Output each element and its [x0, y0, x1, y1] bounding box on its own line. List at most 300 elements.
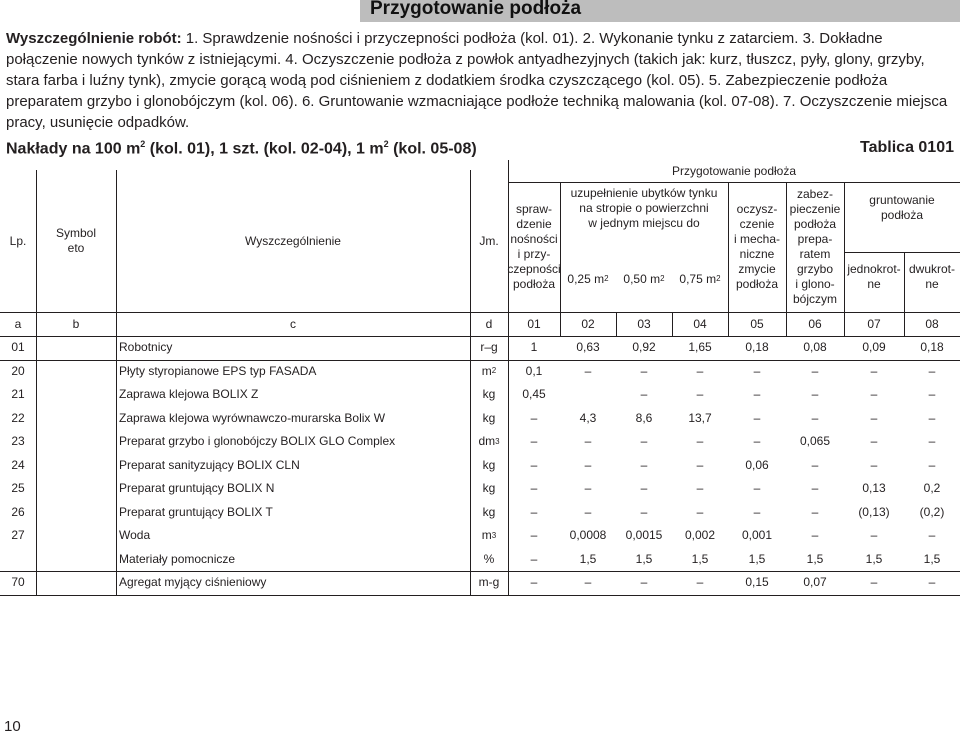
row-value-text: – [870, 363, 878, 378]
index-col-rule [508, 312, 509, 336]
row-value-text: 1,5 [865, 551, 883, 566]
row-value-text: – [530, 575, 538, 590]
row-value [616, 571, 672, 595]
header-col02: 0,25 m 2 [567, 271, 609, 286]
row-value [786, 454, 844, 478]
row-value [616, 477, 672, 501]
row-lp [0, 430, 36, 454]
header-lp [0, 170, 36, 312]
row-lp-text: 21 [11, 387, 25, 402]
row-name [116, 548, 470, 572]
index-cell-text: 02 [581, 316, 595, 331]
row-unit [470, 477, 508, 501]
row-value [560, 571, 616, 595]
body-col-rule [508, 336, 509, 595]
index-col-rule [728, 312, 729, 336]
row-value-text: 0,18 [920, 340, 944, 355]
row-value [672, 454, 728, 478]
row-name-text: Materiały pomocnicze [119, 551, 236, 566]
row-value [904, 571, 960, 595]
row-value-text: – [584, 504, 592, 519]
header-gruntowanie [844, 182, 960, 234]
index-col-rule [560, 312, 561, 336]
row-value [728, 477, 786, 501]
row-value-text: – [753, 481, 761, 496]
row-value [728, 454, 786, 478]
row-value [560, 360, 616, 384]
row-name [116, 501, 470, 525]
index-cell-text: 06 [808, 316, 822, 331]
row-value [560, 430, 616, 454]
row-value [616, 524, 672, 548]
row-value [786, 360, 844, 384]
row-value-text: – [870, 387, 878, 402]
row-lp [0, 454, 36, 478]
header-col02-text: 0,25 m [567, 271, 605, 286]
row-value-text: 1,5 [923, 551, 941, 566]
page-title: Przygotowanie podłoża [370, 0, 582, 19]
row-name-text: Zaprawa klejowa wyrównawczo-murarska Bolix W [119, 410, 386, 425]
header-uzupelnienie [560, 182, 728, 234]
index-col-rule [844, 312, 845, 336]
row-value [728, 548, 786, 572]
row-unit-text: r–g [480, 340, 498, 355]
row-symbol [36, 430, 116, 454]
row-unit-text: % [483, 551, 495, 566]
row-value-text: 13,7 [688, 410, 712, 425]
row-symbol [36, 477, 116, 501]
row-value [844, 548, 904, 572]
row-value [560, 383, 616, 407]
row-value-text: 0,002 [684, 528, 716, 543]
row-value-text: – [811, 363, 819, 378]
row-value [904, 336, 960, 360]
row-value-text: 0,001 [741, 528, 773, 543]
row-value [728, 501, 786, 525]
row-value-text: (0,2) [919, 504, 945, 519]
row-value-text: – [530, 434, 538, 449]
header-col03-text: 0,50 m [623, 271, 661, 286]
row-lp-text: 27 [11, 528, 25, 543]
row-value-text: – [530, 410, 538, 425]
row-lp-text: 20 [11, 363, 25, 378]
row-value-text: 0,09 [862, 340, 886, 355]
row-value-text: – [753, 387, 761, 402]
row-value-text: – [696, 363, 704, 378]
row-value [844, 336, 904, 360]
row-value [672, 524, 728, 548]
index-cell-text: 05 [750, 316, 764, 331]
row-value-text: 0,45 [522, 387, 546, 402]
row-value [560, 548, 616, 572]
row-value [904, 548, 960, 572]
header-gruntowanie-text: gruntowanie podłoża [869, 193, 935, 222]
row-value [786, 501, 844, 525]
title-bar [0, 0, 960, 22]
row-value-text: 0,18 [745, 340, 769, 355]
row-value-text: 0,0008 [569, 528, 607, 543]
row-value [904, 360, 960, 384]
works-description-label: Wyszczególnienie robót: [6, 30, 182, 47]
row-lp [0, 571, 36, 595]
row-value [786, 524, 844, 548]
row-value-text: 1,5 [579, 551, 597, 566]
row-value-text: – [870, 410, 878, 425]
inputs-heading [6, 139, 477, 158]
row-value [508, 571, 560, 595]
row-value [616, 407, 672, 431]
row-symbol [36, 383, 116, 407]
row-symbol [36, 336, 116, 360]
row-value-text: 1,5 [635, 551, 653, 566]
row-value-text: – [811, 457, 819, 472]
row-value [508, 477, 560, 501]
header-symbol [36, 170, 116, 312]
header-col08 [904, 252, 960, 302]
row-value-text: 0,15 [745, 575, 769, 590]
row-value-text: (0,13) [858, 504, 890, 519]
index-cell-text: 07 [867, 316, 881, 331]
row-value-text: – [753, 410, 761, 425]
row-value-text: – [584, 363, 592, 378]
header-lp-text: Lp. [9, 233, 27, 248]
header-col05-text: oczysz- czenie i mecha- niczne zmycie podłoża [733, 202, 780, 291]
row-value-text: 0,2 [923, 481, 941, 496]
row-value-text: – [640, 575, 648, 590]
inputs-heading-c: (kol. 05-08) [388, 140, 477, 158]
row-value [560, 501, 616, 525]
row-value [904, 524, 960, 548]
row-value [672, 383, 728, 407]
inputs-heading-a: Nakłady na 100 m [6, 140, 141, 158]
row-symbol [36, 501, 116, 525]
row-value-text: 0,1 [525, 363, 543, 378]
inputs-heading-sup: 2 [140, 139, 146, 149]
row-name [116, 524, 470, 548]
row-value [560, 477, 616, 501]
row-value-text: – [530, 504, 538, 519]
row-value-text: – [696, 457, 704, 472]
row-value-text: – [640, 434, 648, 449]
row-value-text: 0,92 [632, 340, 656, 355]
row-lp [0, 407, 36, 431]
row-value [672, 430, 728, 454]
row-value-text: – [870, 575, 878, 590]
row-value [728, 524, 786, 548]
row-value-text: – [530, 528, 538, 543]
row-value-text: – [640, 504, 648, 519]
row-value-text: – [928, 575, 936, 590]
row-unit-text: m [481, 528, 492, 543]
row-value-text: – [811, 528, 819, 543]
table-number: Tablica 0101 [860, 139, 954, 156]
row-value [560, 336, 616, 360]
row-unit [470, 407, 508, 431]
row-name [116, 407, 470, 431]
row-value [728, 336, 786, 360]
works-description [6, 28, 956, 133]
row-value-text: 0,065 [799, 434, 831, 449]
header-description [116, 170, 470, 312]
row-name [116, 571, 470, 595]
row-value-text: – [696, 504, 704, 519]
header-col06-text: zabez- pieczenie podłoża prepa- ratem grzybo i glono- bójczym [789, 187, 841, 306]
row-value-text: 0,0015 [625, 528, 663, 543]
header-col04: 0,75 m 2 [679, 271, 721, 286]
row-symbol [36, 407, 116, 431]
row-value [844, 571, 904, 595]
row-lp-text: 70 [11, 575, 25, 590]
index-col-rule [672, 312, 673, 336]
header-col06 [786, 182, 844, 312]
row-value [672, 548, 728, 572]
row-value-text: – [640, 457, 648, 472]
index-col-rule [470, 312, 471, 336]
row-value-text: – [870, 457, 878, 472]
row-value [508, 360, 560, 384]
row-value [560, 454, 616, 478]
row-value [616, 430, 672, 454]
row-name [116, 430, 470, 454]
index-cell-text: 03 [637, 316, 651, 331]
index-cell [0, 312, 36, 336]
row-lp-text: 23 [11, 434, 25, 449]
index-col-rule [116, 312, 117, 336]
row-lp [0, 548, 36, 572]
row-unit: m 2 [481, 363, 497, 378]
row-value [904, 430, 960, 454]
header-col03: 0,50 m 2 [623, 271, 665, 286]
row-value-text: – [928, 410, 936, 425]
row-name-text: Preparat gruntujący BOLIX T [119, 504, 273, 519]
row-unit [470, 336, 508, 360]
row-value [508, 383, 560, 407]
row-value [508, 430, 560, 454]
index-cell [616, 312, 672, 336]
row-value [844, 524, 904, 548]
row-unit-text: m-g [478, 575, 500, 590]
body-col-rule [470, 336, 471, 595]
row-name-text: Preparat sanityzujący BOLIX CLN [119, 457, 300, 472]
row-value-text: – [640, 387, 648, 402]
header-group-title-text: Przygotowanie podłoża [671, 163, 797, 178]
row-value [786, 336, 844, 360]
row-value-text: – [811, 481, 819, 496]
row-value [904, 454, 960, 478]
body-col-rule [116, 336, 117, 595]
header-col07-text: jednokrot- ne [847, 262, 901, 291]
row-name-text: Preparat grzybo i glonobójczy BOLIX GLO Complex [119, 434, 396, 449]
row-value-text: – [753, 504, 761, 519]
row-value [904, 477, 960, 501]
page-number: 10 [4, 718, 21, 735]
row-value [904, 501, 960, 525]
row-lp [0, 360, 36, 384]
row-value-text: – [696, 575, 704, 590]
index-cell [904, 312, 960, 336]
index-cell [560, 312, 616, 336]
row-name [116, 336, 470, 360]
row-unit [470, 548, 508, 572]
row-name [116, 383, 470, 407]
inputs-heading-sup: 2 [383, 139, 389, 149]
row-lp-text: 22 [11, 410, 25, 425]
row-name-text: Preparat gruntujący BOLIX N [119, 481, 275, 496]
row-value [728, 383, 786, 407]
row-value [844, 477, 904, 501]
row-value [786, 477, 844, 501]
row-value [904, 407, 960, 431]
row-name-text: Woda [119, 528, 151, 543]
row-value-text: 1 [530, 340, 538, 355]
row-name-text: Zaprawa klejowa BOLIX Z [119, 387, 259, 402]
row-value [786, 407, 844, 431]
row-value-text: – [584, 575, 592, 590]
row-value [672, 336, 728, 360]
row-value-text: – [640, 481, 648, 496]
row-value [728, 430, 786, 454]
row-unit-text: kg [482, 410, 496, 425]
row-value-text: – [584, 481, 592, 496]
row-value [844, 383, 904, 407]
header-col07 [844, 252, 904, 302]
row-value-text: – [928, 434, 936, 449]
row-value [616, 360, 672, 384]
row-lp [0, 383, 36, 407]
row-value-text: – [753, 363, 761, 378]
index-cell [844, 312, 904, 336]
row-name-text: Płyty styropianowe EPS typ FASADA [119, 363, 317, 378]
row-unit-text: m [481, 363, 492, 378]
row-value [508, 501, 560, 525]
index-cell [672, 312, 728, 336]
row-lp-text: 25 [11, 481, 25, 496]
row-value-text: – [696, 387, 704, 402]
header-col01-text: spraw- dzenie nośności i przy- czepności podłoża [507, 202, 561, 291]
row-value [844, 454, 904, 478]
row-unit-text: dm [478, 434, 496, 449]
index-cell [36, 312, 116, 336]
row-name-text: Robotnicy [119, 340, 173, 355]
header-uzupelnienie-text: uzupełnienie ubytków tynku na stropie o powierzchni w jednym miejscu do [570, 185, 718, 230]
row-value-text: – [530, 551, 538, 566]
row-value-text: – [928, 387, 936, 402]
row-lp [0, 524, 36, 548]
row-value-text: 1,5 [748, 551, 766, 566]
row-unit [470, 383, 508, 407]
row-value [508, 407, 560, 431]
index-col-rule [786, 312, 787, 336]
row-unit-text: kg [482, 481, 496, 496]
index-cell-text: 04 [693, 316, 707, 331]
row-value [616, 336, 672, 360]
row-value [728, 571, 786, 595]
row-value-text: 1,65 [688, 340, 712, 355]
index-cell [728, 312, 786, 336]
inputs-heading-b: (kol. 01), 1 szt. (kol. 02-04), 1 m [145, 140, 384, 158]
row-value [616, 454, 672, 478]
row-unit [470, 571, 508, 595]
row-value [786, 383, 844, 407]
row-value [616, 548, 672, 572]
header-unit-text: Jm. [479, 233, 499, 248]
row-lp [0, 477, 36, 501]
row-symbol [36, 524, 116, 548]
row-value [904, 383, 960, 407]
row-value-text: – [640, 363, 648, 378]
row-value-text: – [584, 434, 592, 449]
row-name-text: Agregat myjący ciśnieniowy [119, 575, 267, 590]
index-cell [116, 312, 470, 336]
row-lp-text: 01 [11, 340, 25, 355]
row-value [844, 360, 904, 384]
index-col-rule [36, 312, 37, 336]
header-col05 [728, 182, 786, 312]
row-value-text: 1,5 [806, 551, 824, 566]
row-value-text: 1,5 [691, 551, 709, 566]
row-value [844, 407, 904, 431]
row-value [844, 430, 904, 454]
row-value [508, 336, 560, 360]
header-col08-text: dwukrot- ne [908, 262, 955, 291]
row-symbol [36, 454, 116, 478]
row-lp [0, 336, 36, 360]
row-value [728, 407, 786, 431]
row-value-text: 0,63 [576, 340, 600, 355]
row-value-text: – [811, 410, 819, 425]
index-cell-text: c [290, 316, 296, 331]
row-value [508, 454, 560, 478]
row-value [672, 571, 728, 595]
index-cell [508, 312, 560, 336]
row-value-text: – [530, 481, 538, 496]
row-value-text: 4,3 [579, 410, 597, 425]
index-cell [470, 312, 508, 336]
row-value [616, 383, 672, 407]
row-value-text: 0,07 [803, 575, 827, 590]
header-description-text: Wyszczególnienie [245, 233, 341, 248]
row-value-text: – [928, 528, 936, 543]
row-symbol [36, 571, 116, 595]
row-unit: dm 3 [478, 434, 500, 449]
row-value [786, 430, 844, 454]
row-symbol [36, 548, 116, 572]
row-value [672, 360, 728, 384]
row-value-text: – [928, 457, 936, 472]
row-value [560, 524, 616, 548]
row-value-text: – [696, 481, 704, 496]
row-value-text: – [530, 457, 538, 472]
row-value [508, 548, 560, 572]
index-cell [786, 312, 844, 336]
row-value-text: 0,08 [803, 340, 827, 355]
row-value [672, 407, 728, 431]
row-symbol [36, 360, 116, 384]
row-lp [0, 501, 36, 525]
row-unit-text: kg [482, 504, 496, 519]
row-lp-text: 24 [11, 457, 25, 472]
row-value-text: 0,13 [862, 481, 886, 496]
row-name [116, 454, 470, 478]
header-unit [470, 170, 508, 312]
table-bottom-rule [0, 595, 960, 596]
row-value [616, 501, 672, 525]
header-col01 [508, 182, 560, 312]
row-value [786, 548, 844, 572]
row-value-text: 0,06 [745, 457, 769, 472]
row-value [844, 501, 904, 525]
row-value [560, 407, 616, 431]
